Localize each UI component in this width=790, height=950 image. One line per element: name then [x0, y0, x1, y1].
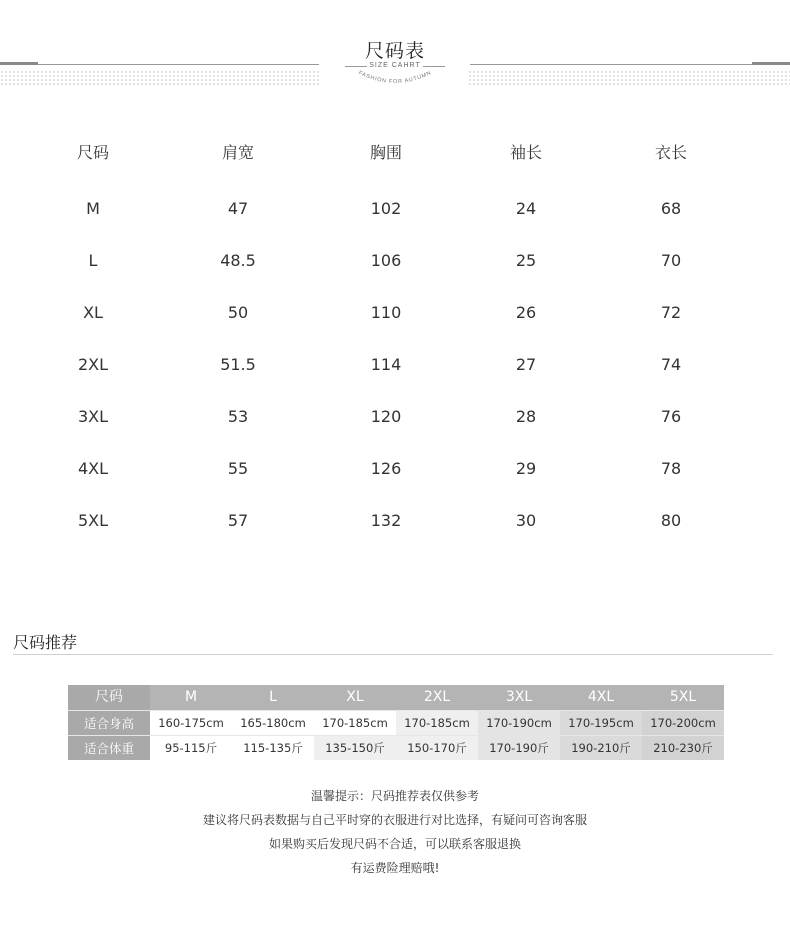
- size-table-cell: 55: [227, 459, 249, 478]
- rec-cell: 190-210斤: [560, 735, 642, 760]
- rec-row-label: 适合身高: [68, 710, 150, 735]
- size-table-cell: 70: [660, 251, 682, 270]
- note-line: 有运费险理赔哦!: [350, 861, 440, 875]
- size-table-cell: 24: [515, 199, 537, 218]
- size-table-header-cell: 衣长: [654, 143, 688, 162]
- size-table-header-cell: 肩宽: [221, 143, 255, 162]
- size-table-cell: 80: [660, 511, 682, 530]
- recommend-height-row: [68, 710, 724, 735]
- size-table-header-cell: 胸围: [369, 143, 403, 162]
- size-table-size-label: 2XL: [77, 355, 109, 374]
- size-table-cell: 51.5: [220, 355, 256, 374]
- size-table-cell: 48.5: [220, 251, 256, 270]
- size-table-cell: 57: [227, 511, 249, 530]
- rec-head-cell: L: [232, 685, 314, 710]
- size-table-header-cell: 尺码: [76, 143, 110, 162]
- size-table-cell: 50: [227, 303, 249, 322]
- size-table-cell: 53: [227, 407, 249, 426]
- size-table-size-label: M: [86, 199, 100, 218]
- recommend-table: [68, 685, 724, 760]
- size-table-cell: 120: [370, 407, 402, 426]
- rec-cell: 170-190斤: [478, 735, 560, 760]
- size-table-cell: 47: [227, 199, 249, 218]
- size-table-cell: 26: [515, 303, 537, 322]
- rec-cell: 135-150斤: [314, 735, 396, 760]
- page-title: 尺码表: [364, 40, 425, 62]
- rec-head-cell: XL: [314, 685, 396, 710]
- size-table-cell: 102: [370, 199, 402, 218]
- size-table-size-label: 4XL: [77, 459, 109, 478]
- recommend-divider: [13, 654, 773, 655]
- note-line: 温馨提示：尺码推荐表仅供参考: [310, 789, 479, 803]
- size-table-cell: 132: [370, 511, 402, 530]
- rec-cell: 170-190cm: [478, 710, 560, 735]
- rec-cell: 170-195cm: [560, 710, 642, 735]
- size-table-size-label: L: [88, 251, 98, 270]
- recommend-header-row: [68, 685, 724, 710]
- arc-text: FASHION FOR AUTUMN: [357, 70, 433, 86]
- size-table-cell: 27: [515, 355, 537, 374]
- rec-cell: 95-115斤: [150, 735, 232, 760]
- rec-row-label: 适合体重: [68, 735, 150, 760]
- notes: [0, 784, 790, 880]
- size-table-cell: 126: [370, 459, 402, 478]
- rec-head-cell: 2XL: [396, 685, 478, 710]
- size-table-cell: 78: [660, 459, 682, 478]
- size-table-size-label: 5XL: [77, 511, 109, 530]
- rec-cell: 170-200cm: [642, 710, 724, 735]
- size-table-cell: 25: [515, 251, 537, 270]
- size-table-cell: 68: [660, 199, 682, 218]
- size-table-cell: 72: [660, 303, 682, 322]
- size-table-cell: 110: [370, 303, 402, 322]
- page-subtitle: SIZE CAHRT: [369, 62, 421, 69]
- note-line: 如果购买后发现尺码不合适，可以联系客服退换: [268, 837, 521, 851]
- size-table-cell: 29: [515, 459, 537, 478]
- rec-head-cell: 3XL: [478, 685, 560, 710]
- rec-cell: 160-175cm: [150, 710, 232, 735]
- rec-cell: 170-185cm: [314, 710, 396, 735]
- recommend-weight-row: [68, 735, 724, 760]
- size-table-size-label: 3XL: [77, 407, 109, 426]
- rec-head-cell: 4XL: [560, 685, 642, 710]
- size-table-cell: 76: [660, 407, 682, 426]
- size-table-size-label: XL: [83, 303, 103, 322]
- rec-cell: 150-170斤: [396, 735, 478, 760]
- size-table-header-cell: 袖长: [509, 143, 543, 162]
- rec-cell: 170-185cm: [396, 710, 478, 735]
- rec-cell: 115-135斤: [232, 735, 314, 760]
- size-table-cell: 106: [370, 251, 402, 270]
- size-table-cell: 28: [515, 407, 537, 426]
- rec-head-cell: 5XL: [642, 685, 724, 710]
- rec-cell: 210-230斤: [642, 735, 724, 760]
- size-table-cell: 114: [370, 355, 402, 374]
- rec-cell: 165-180cm: [232, 710, 314, 735]
- rec-head-cell: 尺码: [68, 685, 150, 710]
- rec-head-cell: M: [150, 685, 232, 710]
- size-table-cell: 30: [515, 511, 537, 530]
- note-line: 建议将尺码表数据与自己平时穿的衣服进行对比选择，有疑问可咨询客服: [202, 813, 587, 827]
- size-table-cell: 74: [660, 355, 682, 374]
- recommend-title: 尺码推荐: [13, 633, 78, 652]
